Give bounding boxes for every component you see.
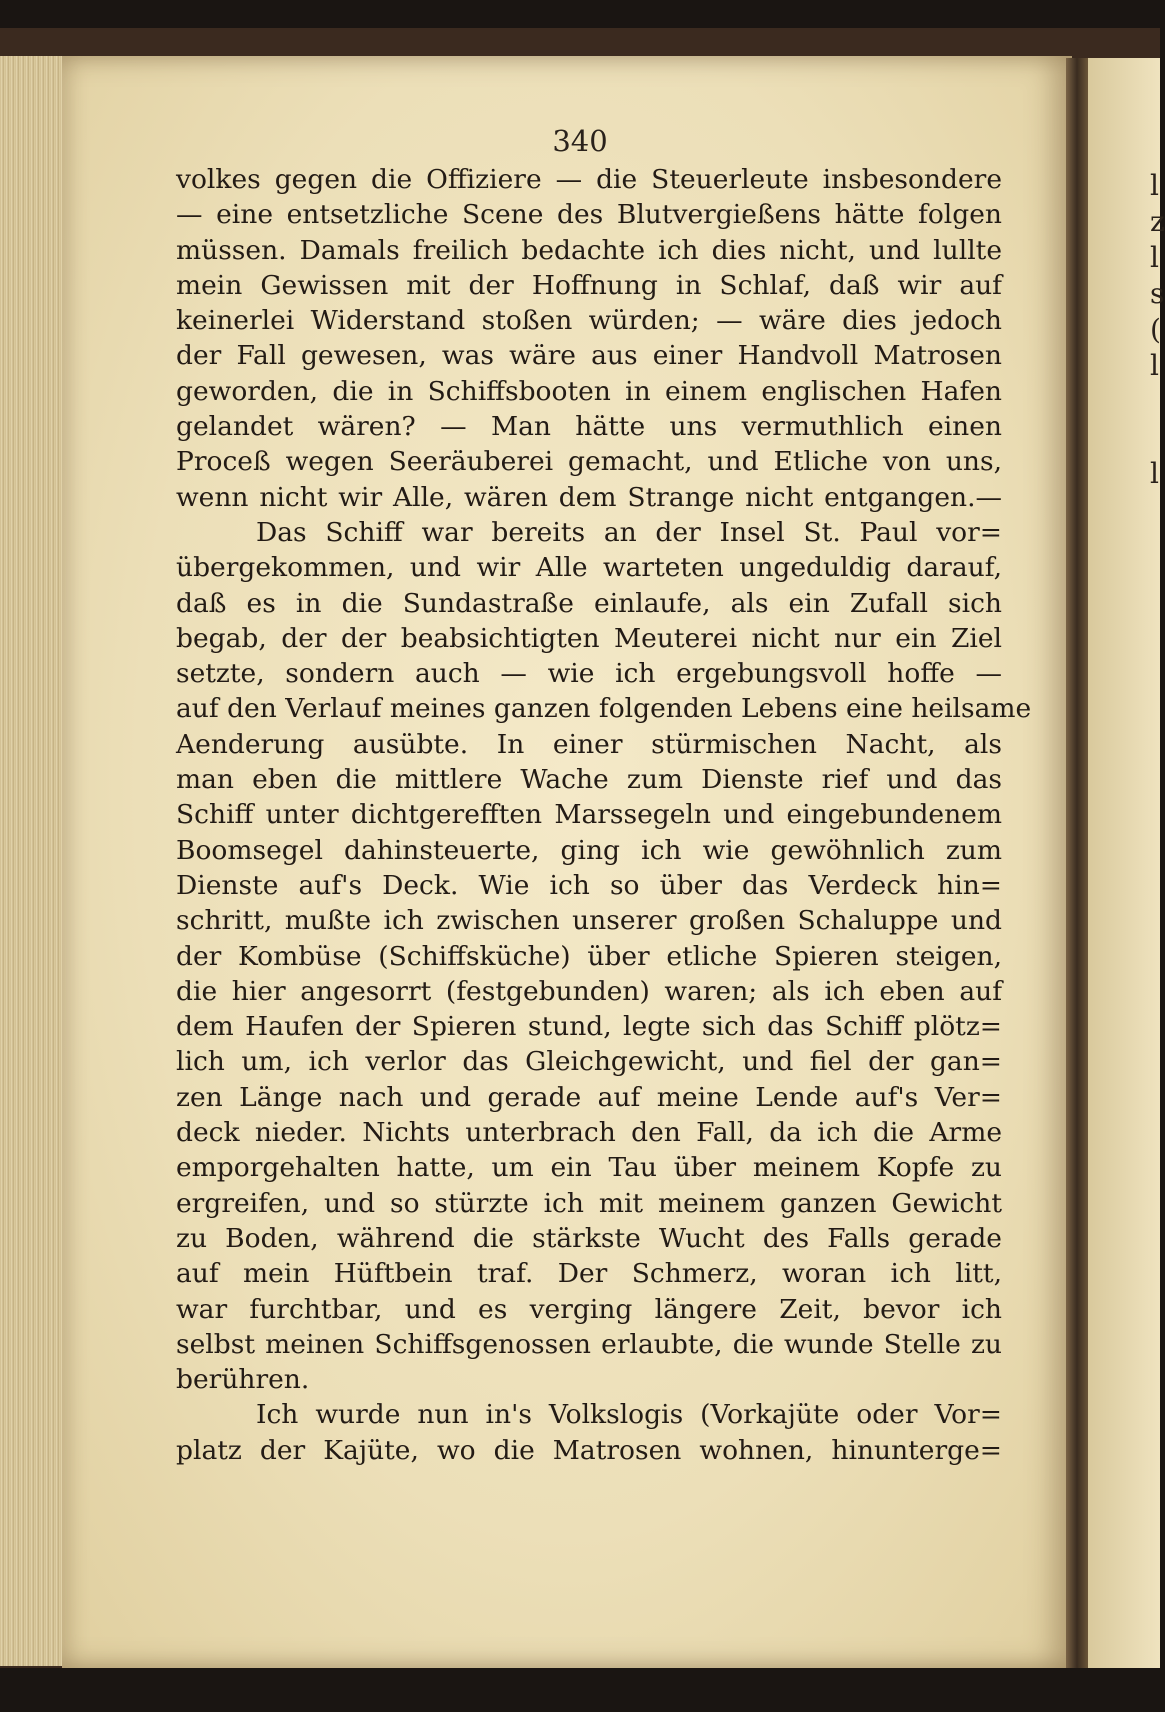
text-line: müssen. Damals freilich bedachte ich dies nicht, und lullte xyxy=(176,234,1002,266)
text-line: man eben die mittlere Wache zum Dienste rief und das xyxy=(176,764,1002,796)
text-line: der Fall gewesen, was wäre aus einer Handvoll Matrosen xyxy=(176,340,1002,372)
text-line: geworden, die in Schiffsbooten in einem englischen Hafen xyxy=(176,375,1002,407)
text-line: daß es in die Sundastraße einlaufe, als ein Zufall sich xyxy=(176,587,1002,619)
text-line: deck nieder. Nichts unterbrach den Fall, da ich die Arme xyxy=(176,1117,1002,1149)
text-line: mein Gewissen mit der Hoffnung in Schlaf, daß wir auf xyxy=(176,269,1002,301)
text-line: die hier angesorrt (festgebunden) waren; als ich eben auf xyxy=(176,975,1002,1007)
text-line: keinerlei Widerstand stoßen würden; — wäre dies jedoch xyxy=(176,305,1002,337)
next-page-edge xyxy=(1088,58,1165,1668)
text-line: Dienste auf's Deck. Wie ich so über das Verdeck hin= xyxy=(176,869,1002,901)
page-number: 340 xyxy=(552,124,608,158)
book-gutter xyxy=(1066,58,1088,1668)
paragraph-end-line: berühren. xyxy=(176,1364,310,1396)
text-line: auf mein Hüftbein traf. Der Schmerz, woran ich litt, xyxy=(176,1258,1002,1290)
text-line: auf den Verlauf meines ganzen folgenden Lebens eine heilsame xyxy=(176,693,1032,725)
text-line: platz der Kajüte, wo die Matrosen wohnen, hinunterge= xyxy=(176,1434,1002,1466)
paragraph-start-line: Ich wurde nun in's Volkslogis (Vorkajüte oder Vor= xyxy=(256,1399,1002,1431)
text-line: zen Länge nach und gerade auf meine Lende auf's Ver= xyxy=(176,1081,1002,1113)
text-line: übergekommen, und wir Alle warteten ungeduldig darauf, xyxy=(176,552,1002,584)
text-line: selbst meinen Schiffsgenossen erlaubte, die wunde Stelle zu xyxy=(176,1328,1002,1360)
page-edges xyxy=(0,56,62,1666)
text-line: begab, der der beabsichtigten Meuterei nicht nur ein Ziel xyxy=(176,622,1002,654)
text-line: Proceß wegen Seeräuberei gemacht, und Etliche von uns, xyxy=(176,446,1002,478)
text-line: war furchtbar, und es verging längere Zeit, bevor ich xyxy=(176,1293,1002,1325)
next-page-text-fragments: l z l s ( l l xyxy=(1150,169,1165,490)
text-line: — eine entsetzliche Scene des Blutvergießens hätte folgen xyxy=(176,199,1002,231)
paragraph-start-line: Das Schiff war bereits an der Insel St. Paul vor= xyxy=(256,516,1002,548)
text-line: gelandet wären? — Man hätte uns vermuthlich einen xyxy=(176,411,1002,443)
text-line: wenn nicht wir Alle, wären dem Strange nicht entgangen.— xyxy=(176,481,1002,513)
body-text xyxy=(176,162,1032,1468)
text-line: setzte, sondern auch — wie ich ergebungsvoll hoffe — xyxy=(176,658,1002,690)
text-line: lich um, ich verlor das Gleichgewicht, und fiel der gan= xyxy=(176,1046,1002,1078)
text-line: ergreifen, und so stürzte ich mit meinem ganzen Gewicht xyxy=(176,1187,1002,1219)
text-line: Schiff unter dichtgerefften Marssegeln und eingebundenem xyxy=(176,799,1002,831)
text-line: Aenderung ausübte. In einer stürmischen Nacht, als xyxy=(176,728,1002,760)
text-line: Boomsegel dahinsteuerte, ging ich wie gewöhnlich zum xyxy=(176,834,1002,866)
text-line: dem Haufen der Spieren stund, legte sich das Schiff plötz= xyxy=(176,1011,1002,1043)
text-line: volkes gegen die Offiziere — die Steuerleute insbesondere xyxy=(176,164,1002,195)
text-line: emporgehalten hatte, um ein Tau über meinem Kopfe zu xyxy=(176,1152,1002,1184)
text-line: schritt, mußte ich zwischen unserer großen Schaluppe und xyxy=(176,905,1002,937)
text-line: der Kombüse (Schiffsküche) über etliche Spieren steigen, xyxy=(176,940,1002,972)
text-line: zu Boden, während die stärkste Wucht des Falls gerade xyxy=(176,1222,1002,1254)
